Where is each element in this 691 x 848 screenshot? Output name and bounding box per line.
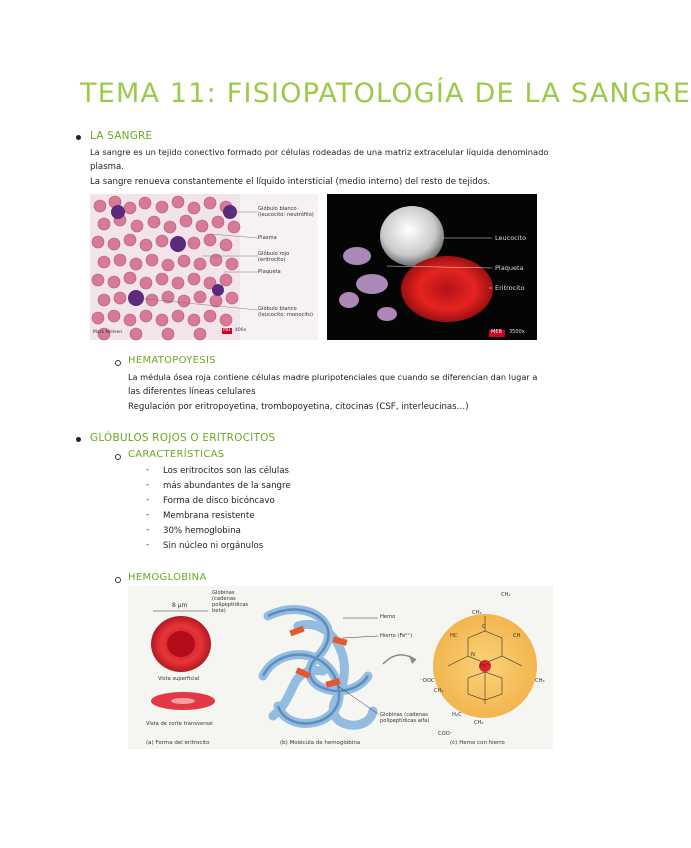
hemo-label: Hemo (380, 614, 396, 620)
smear-label-neutrofilo: Glóbulo blanco (leucocito: neutrófilo) (258, 206, 314, 218)
dash-2: - (146, 480, 150, 490)
chem-9: CH₂ (434, 688, 444, 694)
sem-label-eritrocito: Eritrocito (495, 284, 525, 292)
sem-blood-image (327, 194, 537, 340)
sem-label-leucocito: Leucocito (495, 234, 527, 242)
smear-label-globulo-rojo: Glóbulo rojo (eritrocito) (258, 251, 290, 263)
hematopoyesis-line-3: Regulación por eritropoyetina, trombopoyetina, citocinas (CSF, interleucinas…) (128, 402, 469, 412)
caption-a: (a) Forma del eritrocito (146, 740, 210, 746)
chem-6: N (471, 652, 475, 658)
caract-item-6: Sin núcleo ni orgánulos (163, 541, 264, 551)
sub-bullet-hemoglobina (115, 577, 121, 583)
sem-magnification: 3500x (509, 329, 525, 335)
caract-item-4: Membrana resistente (163, 511, 255, 521)
chem-4: C (482, 624, 486, 630)
caract-item-5: 30% hemoglobina (163, 526, 241, 536)
section-heading-hemoglobina: HEMOGLOBINA (128, 572, 207, 583)
section-heading-sangre: LA SANGRE (90, 130, 153, 142)
sem-badge: MEB (491, 329, 502, 335)
caract-item-3: Forma de disco bicóncavo (163, 496, 275, 506)
dash-1: - (146, 465, 150, 475)
dash-6: - (146, 540, 150, 550)
hematopoyesis-line-2: las diferentes líneas celulares (128, 387, 256, 397)
sub-bullet-caracteristicas (115, 454, 121, 460)
hematopoyesis-line-1: La médula ósea roja contiene células madre pluripotenciales que cuando se diferencian dan lugar a (128, 372, 538, 382)
section-heading-caracteristicas: CARACTERÍSTICAS (128, 449, 225, 460)
chem-1: CH₂ (501, 592, 511, 598)
bullet-globulos (76, 437, 81, 442)
chem-fe: Fe²⁺ (480, 663, 491, 669)
globinas-beta-label: Globinas (cadenas polipeptídicas beta) (212, 590, 249, 614)
caract-item-2: más abundantes de la sangre (163, 481, 291, 491)
bullet-sangre (76, 135, 81, 140)
chem-10: CH₃ (535, 678, 545, 684)
chem-3: HC (450, 633, 458, 639)
view-side-label: Vista de corte transversal (146, 721, 213, 727)
smear-magnification: 400x (235, 328, 247, 333)
dash-3: - (146, 495, 150, 505)
dash-5: - (146, 525, 150, 535)
smear-label-plaqueta: Plaqueta (258, 269, 281, 275)
chem-12: CH₂ (474, 720, 484, 726)
size-label: 8 µm (172, 602, 188, 609)
sangre-line-3: La sangre renueva constantemente el líquido intersticial (medio interno) del resto de tejidos. (90, 177, 491, 187)
hemoglobin-figure (128, 586, 553, 749)
sub-bullet-hematopoyesis (115, 360, 121, 366)
page-title: TEMA 11: FISIOPATOLOGÍA DE LA SANGRE (80, 78, 691, 109)
dash-4: - (146, 510, 150, 520)
hierro-label: Hierro (Fe²⁺) (380, 633, 413, 639)
smear-label-plasma: Plasma (258, 235, 277, 241)
sangre-line-1: La sangre es un tejido conectivo formado por células rodeadas de una matriz extracelular líquida denominado (90, 147, 549, 157)
caract-item-1: Los eritrocitos son las células (163, 466, 289, 476)
globinas-alfa-label: Globinas (cadenas polipeptídicas alfa) (380, 712, 430, 724)
section-heading-hematopoyesis: HEMATOPOYESIS (128, 355, 216, 366)
smear-badge: MO (223, 328, 231, 333)
chem-11: H₂C (452, 712, 462, 718)
sem-label-plaqueta: Plaqueta (495, 264, 524, 272)
caption-b: (b) Molécula de hemoglobina (280, 740, 361, 746)
smear-credit: Mark Nielsen (93, 330, 123, 335)
chem-13: COO⁻ (438, 731, 453, 737)
chem-2: CH₃ (472, 610, 482, 616)
chem-8: ⁻OOC (420, 678, 435, 684)
section-heading-globulos: GLÓBULOS ROJOS O ERITROCITOS (90, 432, 276, 444)
blood-smear-image (90, 194, 318, 340)
sangre-line-2: plasma. (90, 162, 124, 172)
chem-5: CH (513, 633, 521, 639)
view-top-label: Vista superficial (158, 676, 200, 682)
caption-c: (c) Hemo con hierro (450, 740, 505, 746)
smear-label-monocito: Glóbulo blanco (leucocito: monocito) (258, 306, 314, 318)
